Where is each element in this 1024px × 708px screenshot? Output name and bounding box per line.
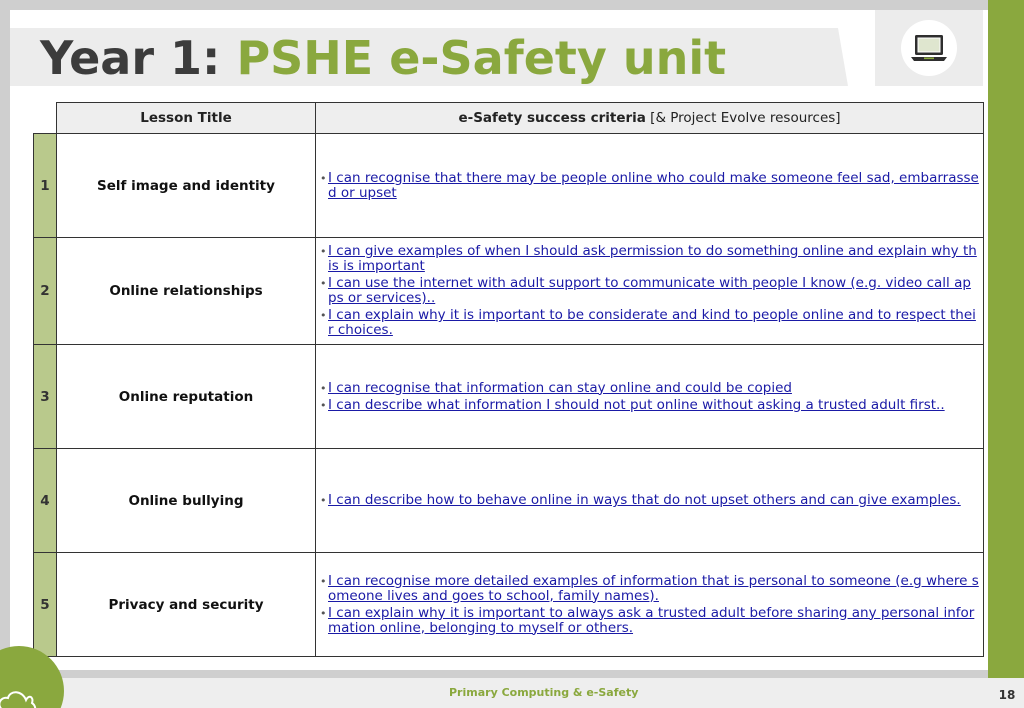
criteria-list [320, 381, 979, 413]
table-row [34, 449, 984, 553]
right-accent-bar [988, 0, 1024, 678]
row-number: 5 [34, 553, 57, 657]
criteria-cell [316, 345, 984, 449]
page-number: 18 [998, 688, 1016, 702]
criteria-cell [316, 449, 984, 553]
page-title [40, 29, 726, 87]
criteria-item [320, 606, 979, 636]
criteria-link[interactable]: I can describe what information I should not put online without asking a trusted adult first.. [328, 396, 945, 413]
criteria-item [320, 493, 979, 508]
lesson-title: Privacy and security [57, 553, 316, 657]
laptop-icon [909, 31, 949, 65]
lesson-title: Online relationships [57, 238, 316, 345]
criteria-list [320, 574, 979, 636]
criteria-item [320, 244, 979, 274]
criteria-item [320, 308, 979, 338]
criteria-link[interactable]: I can recognise that information can stay online and could be copied [328, 379, 792, 396]
title-prefix: Year 1: [40, 31, 237, 85]
footer-title: Primary Computing & e-Safety [449, 686, 639, 699]
criteria-list [320, 244, 979, 338]
criteria-link[interactable]: I can explain why it is important to always ask a trusted adult before sharing any personal information online, belonging to myself or others. [328, 604, 975, 636]
title-highlight: PSHE e-Safety unit [236, 31, 727, 85]
header-lesson-title: Lesson Title [57, 103, 316, 134]
table-row [34, 238, 984, 345]
criteria-cell [316, 238, 984, 345]
criteria-list [320, 493, 979, 508]
header-criteria [316, 103, 984, 134]
criteria-link[interactable]: I can explain why it is important to be considerate and kind to people online and to respect their choices. [328, 307, 976, 338]
criteria-link[interactable]: I can describe how to behave online in ways that do not upset others and can give examples. [328, 492, 961, 508]
criteria-cell [316, 553, 984, 657]
lesson-title: Online bullying [57, 449, 316, 553]
criteria-list [320, 171, 979, 201]
table-row [34, 345, 984, 449]
lesson-title: Online reputation [57, 345, 316, 449]
header-icon-box [875, 10, 983, 86]
criteria-link[interactable]: I can recognise that there may be people online who could make someone feel sad, embarrassed or upset [328, 169, 979, 201]
header-corner [34, 103, 57, 134]
criteria-item [320, 276, 979, 306]
criteria-link[interactable]: I can use the internet with adult support to communicate with people I know (e.g. video call apps or services).. [328, 275, 971, 306]
criteria-item [320, 381, 979, 396]
table-row [34, 134, 984, 238]
criteria-item [320, 398, 979, 413]
header-criteria-bold: e-Safety success criteria [458, 110, 646, 126]
slide [10, 10, 988, 670]
table-row [34, 553, 984, 657]
criteria-table [33, 102, 984, 657]
table-header-row [34, 103, 984, 134]
row-number: 3 [34, 345, 57, 449]
criteria-cell [316, 134, 984, 238]
header-criteria-note: [& Project Evolve resources] [645, 110, 841, 126]
criteria-link[interactable]: I can recognise more detailed examples of information that is personal to someone (e.g where someone lives and goes to school, family names). [328, 572, 979, 604]
criteria-item [320, 574, 979, 604]
row-number: 1 [34, 134, 57, 238]
header-icon-circle [901, 20, 957, 76]
row-number: 2 [34, 238, 57, 345]
criteria-link[interactable]: I can give examples of when I should ask permission to do something online and explain why this is important [328, 243, 977, 274]
row-number: 4 [34, 449, 57, 553]
lesson-title: Self image and identity [57, 134, 316, 238]
criteria-item [320, 171, 979, 201]
